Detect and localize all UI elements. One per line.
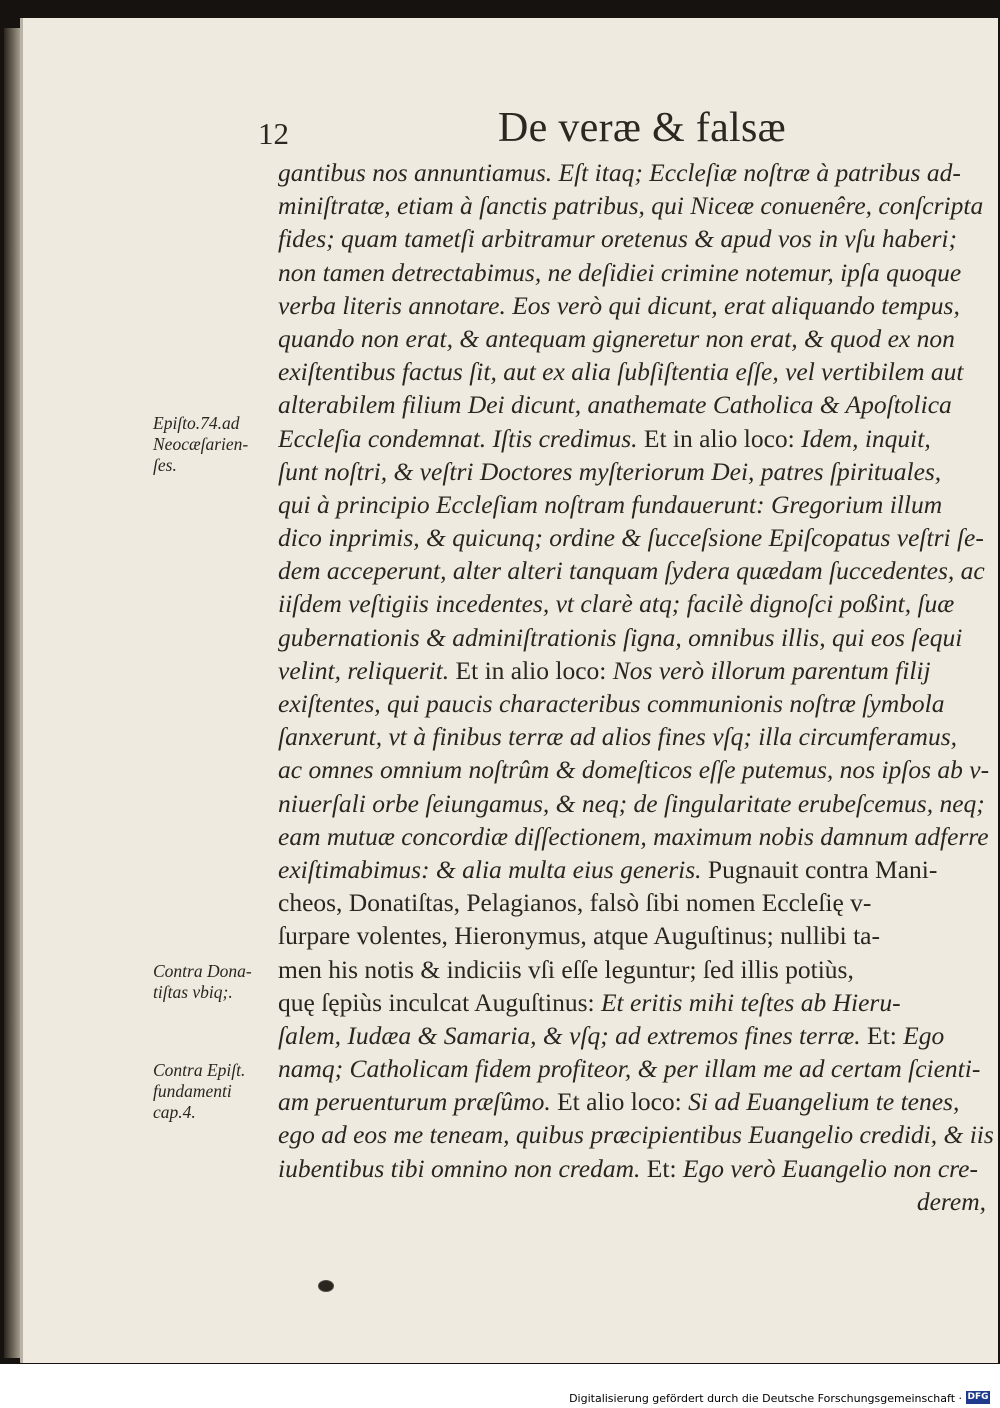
text-segment: Et eritis mihi teſtes ab Hieru- (600, 987, 901, 1017)
text-line (278, 853, 998, 886)
text-segment: fides; quam tametſi arbitramur oretenus & apud vos in vſu haberi; (278, 224, 957, 254)
text-segment: niuerſali orbe ſeiungamus, & neq; de ſingularitate erubeſcemus, neq; (278, 788, 985, 818)
text-segment: Si ad Euangelium te tenes, (688, 1087, 960, 1117)
text-segment: exiſtentes, qui paucis characteribus communionis noſtræ ſymbola (278, 689, 945, 718)
text-segment: Ego verò Euangelio non cre- (682, 1153, 978, 1183)
text-segment: iiſdem veſtigiis incedentes, vt clarè atq; facilè dignoſci poßint, ſuæ (278, 589, 955, 619)
text-line (278, 256, 998, 289)
running-title: De veræ & falsæ (498, 105, 786, 151)
margin-note-line: tiſtas vbiq;. (153, 982, 233, 1002)
text-segment: miniſtratæ, etiam à ſanctis patribus, qui Niceæ conuenêre, conſcripta (278, 191, 984, 221)
text-line (278, 720, 998, 753)
margin-note-line: Epiſto.74.ad (153, 413, 240, 433)
text-line (278, 820, 998, 853)
text-line (278, 1185, 998, 1218)
text-segment: exiſtimabimus: & alia multa eius generis. (278, 854, 708, 884)
text-line (278, 654, 998, 687)
text-segment: dem acceperunt, alter alteri tanquam ſydera quædam ſuccedentes, ac (278, 556, 985, 586)
text-segment: Et: (867, 1020, 904, 1050)
margin-note-line: Contra Epiſt. (153, 1060, 246, 1080)
ornament-dot (318, 1280, 334, 1292)
text-segment: qui à principio Eccleſiam noſtram fundauerunt: Gregorium illum (278, 489, 943, 519)
text-segment: gantibus nos annuntiamus. Eſt itaq; Eccleſiæ noſtræ à patribus ad- (278, 158, 961, 187)
text-segment: Nos verò illorum parentum filij (612, 655, 931, 685)
text-line (278, 521, 998, 554)
text-segment: iubentibus tibi omnino non credam. (278, 1153, 647, 1183)
text-line (278, 986, 998, 1019)
text-segment: quando non erat, & antequam gigneretur non erat, & quod ex non (278, 323, 955, 353)
text-line (278, 355, 998, 388)
text-segment: Et: (646, 1153, 683, 1183)
margin-note-1 (153, 413, 283, 476)
text-segment: am peruenturum præſûmo. (278, 1087, 558, 1117)
digitization-footer (0, 1364, 1000, 1408)
margin-note-line: Contra Dona- (153, 961, 252, 981)
text-line (278, 1019, 998, 1052)
text-segment: namq; Catholicam fidem profiteor, & per illam me ad certam ſcienti- (278, 1054, 981, 1084)
text-line (278, 554, 998, 587)
text-segment: non tamen detrectabimus, ne deſidiei crimine notemur, ipſa quoque (278, 257, 962, 287)
text-segment: alterabilem filium Dei dicunt, anathemate Catholica & Apoſtolica (278, 390, 952, 420)
text-line (278, 621, 998, 654)
text-line (278, 289, 998, 322)
text-line (278, 587, 998, 620)
text-segment: men his notis & indiciis vſi eſſe leguntur; ſed illis potiùs, (278, 954, 854, 984)
text-segment: velint, reliquerit. (278, 655, 456, 685)
text-line (278, 919, 998, 952)
funding-credit: Digitalisierung gefördert durch die Deutsche Forschungsgemeinschaft · (569, 1392, 962, 1405)
margin-note-line: Neocæſarien- (153, 434, 249, 454)
text-segment: derem, (916, 1186, 986, 1216)
margin-note-line: ſes. (153, 455, 177, 475)
text-segment: Idem, inquit, (801, 423, 931, 453)
text-segment: cheos, Donatiſtas, Pelagianos, falsò ſibi nomen Eccleſię v- (278, 888, 872, 918)
text-line (278, 388, 998, 421)
margin-note-line: cap.4. (153, 1102, 196, 1122)
text-line (278, 886, 998, 919)
text-line (278, 687, 998, 720)
text-line (278, 787, 998, 820)
text-line (278, 422, 998, 455)
text-segment: eam mutuæ concordiæ diſſectionem, maximum nobis damnum adferre (278, 821, 989, 851)
text-line (278, 322, 998, 355)
margin-note-line: fundamenti (153, 1081, 232, 1101)
text-segment: dico inprimis, & quicunq; ordine & ſucceſsione Epiſcopatus veſtri ſe- (278, 523, 984, 553)
text-line (278, 189, 998, 222)
text-segment: verba literis annotare. Eos verò qui dicunt, erat aliquando tempus, (278, 290, 960, 320)
text-segment: Et in alio loco: (643, 423, 802, 453)
text-segment: ſanxerunt, vt à finibus terræ ad alios fines vſq; illa circumferamus, (278, 722, 957, 752)
text-segment: Eccleſia condemnat. Iſtis credimus. (278, 423, 644, 453)
text-segment: Et in alio loco: (455, 655, 613, 685)
text-line (278, 222, 998, 255)
text-line (278, 1085, 998, 1118)
text-segment: ſunt noſtri, & veſtri Doctores myſteriorum Dei, patres ſpirituales, (278, 456, 942, 486)
text-line (278, 753, 998, 786)
text-segment: gubernationis & adminiſtrationis ſigna, omnibus illis, qui eos ſequi (278, 622, 963, 652)
book-edge (4, 28, 20, 1358)
text-segment: Pugnauit contra Mani- (707, 854, 938, 884)
text-segment: Et alio loco: (557, 1087, 689, 1117)
body-text (278, 156, 998, 1218)
text-line (278, 1152, 998, 1185)
text-line (278, 1052, 998, 1085)
text-line (278, 156, 998, 189)
margin-note-3 (153, 1060, 283, 1123)
page-number: 12 (258, 116, 289, 151)
text-segment: ego ad eos me teneam, quibus præcipientibus Euangelio credidi, & iis (278, 1120, 994, 1150)
text-segment: ſalem, Iudæa & Samaria, & vſq; ad extremos fines terræ. (278, 1020, 868, 1050)
text-segment: quę ſępiùs inculcat Auguſtinus: (278, 987, 601, 1017)
text-segment: ac omnes omnium noſtrûm & domeſticos eſſe putemus, nos ipſos ab v- (278, 755, 990, 785)
text-line (278, 953, 998, 986)
margin-note-2 (153, 961, 283, 1003)
text-line (278, 1118, 998, 1151)
text-segment: ſurpare volentes, Hieronymus, atque Auguſtinus; nullibi ta- (278, 921, 880, 951)
text-segment: exiſtentibus factus ſit, aut ex alia ſubſiſtentia eſſe, vel vertibilem aut (278, 357, 964, 387)
text-line (278, 455, 998, 488)
text-segment: Ego (903, 1020, 945, 1050)
text-line (278, 488, 998, 521)
dfg-logo-icon: DFG (967, 1392, 989, 1402)
